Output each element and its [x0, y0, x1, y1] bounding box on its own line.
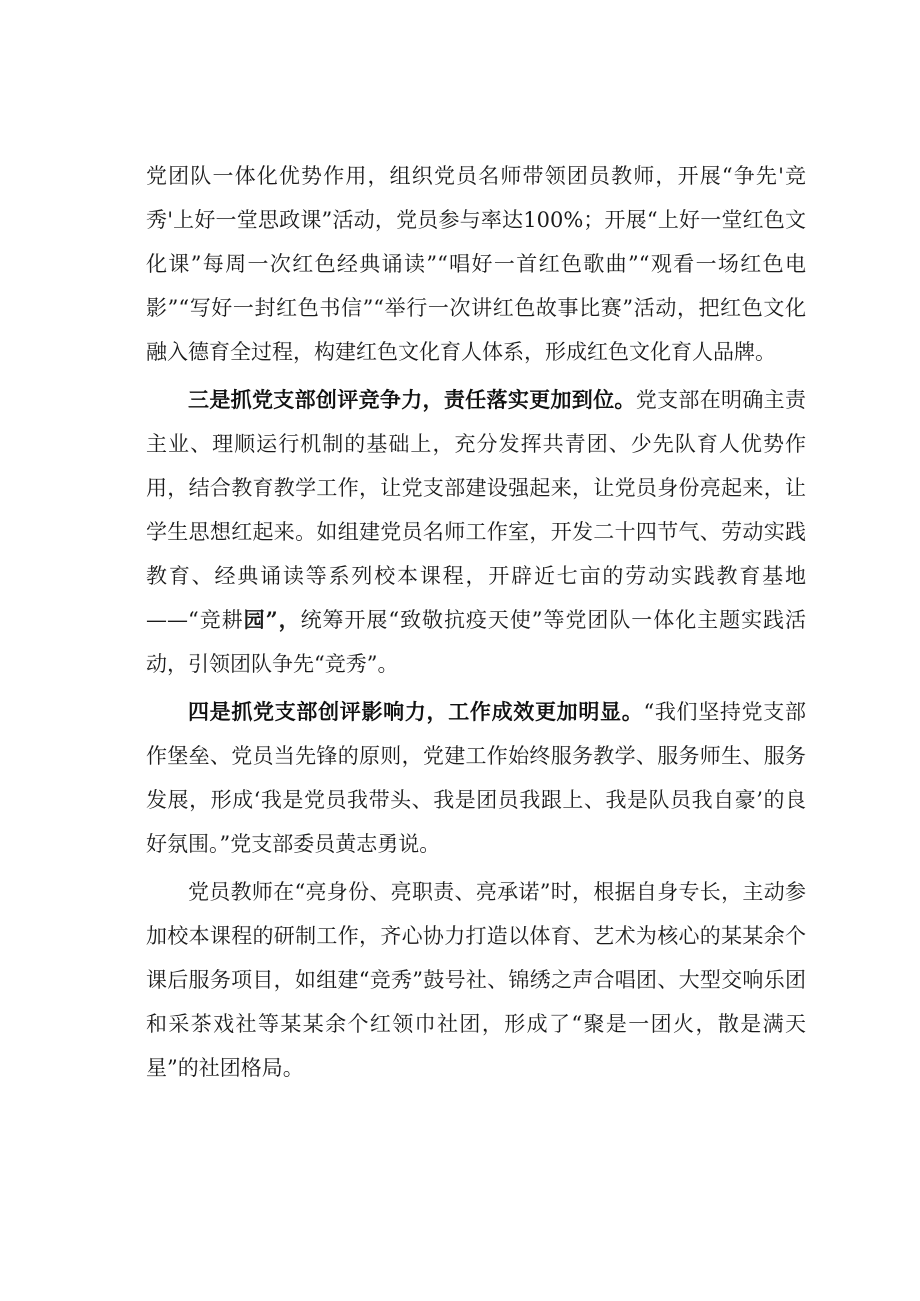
paragraph-1 [146, 154, 806, 374]
paragraph-1-text: 党团队一体化优势作用，组织党员名师带领团员教师，开展“争先'竞秀'上好一堂思政课”活动，党员参与率达100%；开展“上好一堂红色文化课”每周一次红色经典诵读”“唱好一首红色歌曲”“观看一场红色电影”“写好一封红色书信”“举行一次讲红色故事比赛”活动，把红色文化融入德育全过程，构建红色文化育人体系，形成红色文化育人品牌。 [146, 164, 806, 364]
paragraph-2-text-after: 统筹开展“致敬抗疫天使”等党团队一体化主题实践活动，引领团队争先“竞秀”。 [146, 608, 806, 676]
paragraph-2 [146, 378, 806, 686]
document-body [146, 154, 806, 1094]
paragraph-3-text: “我们坚持党支部作堡垒、党员当先锋的原则，党建工作始终服务教学、服务师生、服务发展，形成‘我是党员我带头、我是团员我跟上、我是队员我自豪’的良好氛围。”党支部委员黄志勇说。 [146, 700, 806, 856]
paragraph-4-text: 党员教师在“亮身份、亮职责、亮承诺”时，根据自身专长，主动参加校本课程的研制工作，齐心协力打造以体育、艺术为核心的某某余个课后服务项目，如组建“竞秀”鼓号社、锦绣之声合唱团、大型交响乐团和采茶戏社等某某余个红领巾社团，形成了“聚是一团火，散是满天星”的社团格局。 [146, 880, 806, 1080]
paragraph-4 [146, 870, 806, 1090]
paragraph-2-text: 党支部在明确主责主业、理顺运行机制的基础上，充分发挥共青团、少先队育人优势作用，结合教育教学工作，让党支部建设强起来，让党员身份亮起来，让学生思想红起来。如组建党员名师工作室，开发二十四节气、劳动实践教育、经典诵读等系列校本课程，开辟近七亩的劳动实践教育基地——“竞耕 [146, 388, 806, 632]
paragraph-3-lead: 四是抓党支部创评影响力，工作成效更加明显。 [188, 699, 644, 724]
paragraph-3 [146, 690, 806, 866]
paragraph-2-lead: 三是抓党支部创评竞争力，责任落实更加到位。 [188, 387, 636, 412]
paragraph-2-bold-inline: 园”， [243, 607, 301, 632]
